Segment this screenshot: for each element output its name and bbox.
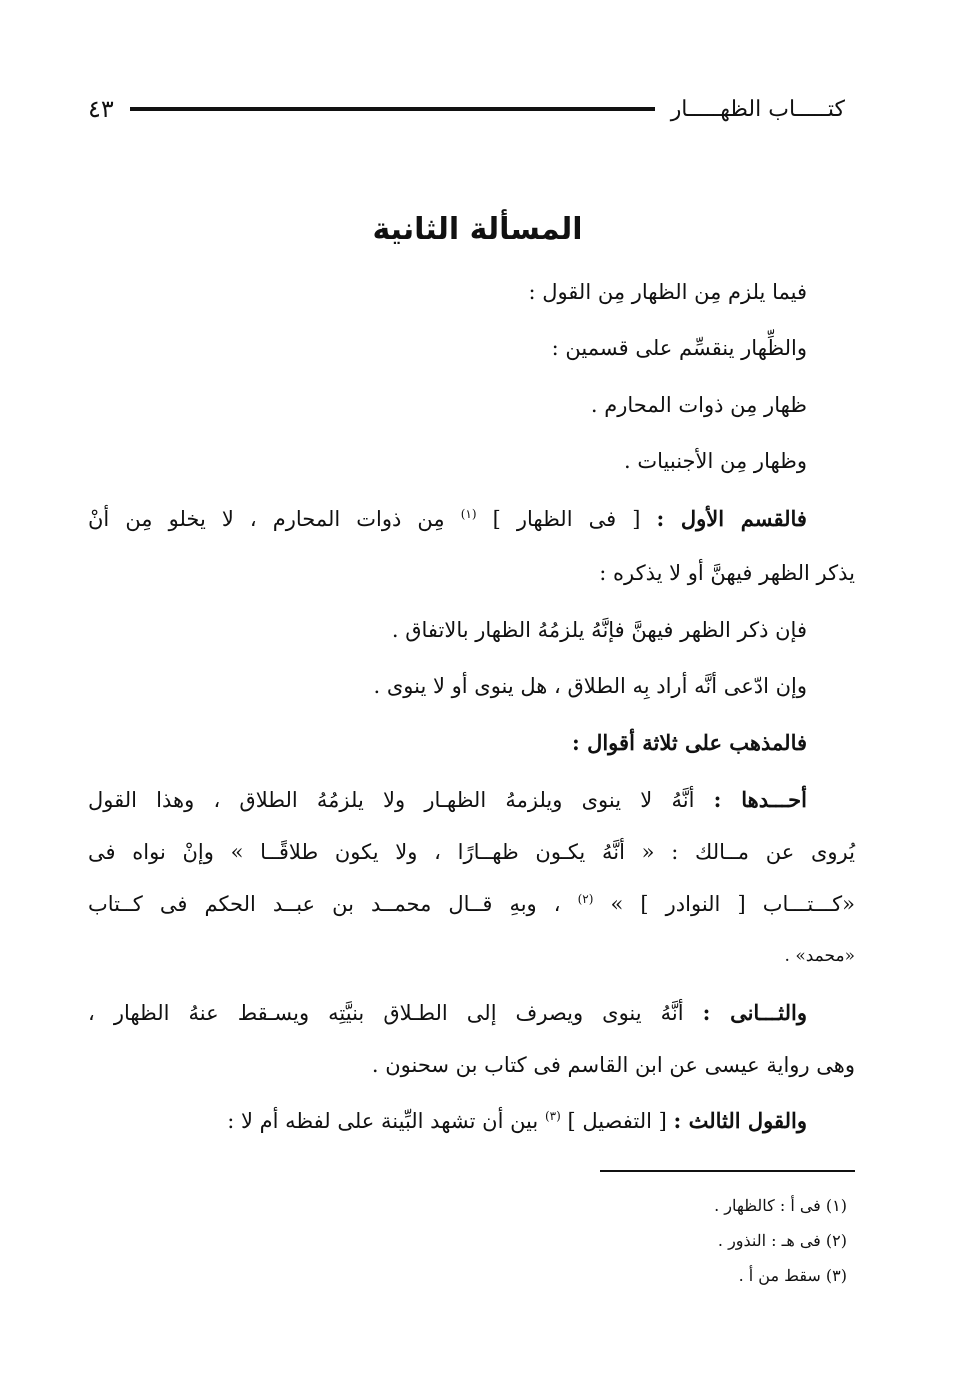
bracket-insert: [ فى الظهار ] bbox=[492, 507, 641, 531]
text-fragment: مِن ذوات المحارم ، لا يخلو مِن أنْ bbox=[88, 507, 445, 531]
text-line-15: وهى رواية عيسى عن ابن القاسم فى كتاب بن سحنون . bbox=[371, 1053, 855, 1077]
footnote-marker-2: (٢) bbox=[577, 892, 594, 906]
text-line-11: يُروى عن مــالك : « أنَّهُ يكـون ظهــارًا ، ولا يكون طلاقًــا » وإنْ نواه فى bbox=[88, 840, 855, 864]
text-fragment: بين أن تشهد البِّينة على لفظه أم لا : bbox=[227, 1109, 539, 1133]
footnote-3: (٣) سقط من أ . bbox=[738, 1266, 847, 1285]
text-line-8: وإن ادّعى أنَّه أراد بِه الطلاق ، هل ينوى أو لا ينوى . bbox=[373, 674, 807, 698]
footnote-2: (٢) فى هـ : النذور . bbox=[717, 1231, 847, 1250]
text-line-10 bbox=[88, 787, 807, 812]
text-line-14 bbox=[88, 1000, 807, 1025]
text-line-3: ظهار مِن ذوات المحارم . bbox=[590, 393, 807, 417]
footnote-marker-1: (١) bbox=[460, 507, 477, 521]
opinion-label-second: والثـــانى : bbox=[702, 1000, 807, 1025]
section-label-first: فالقسم الأول : bbox=[656, 506, 807, 531]
footnote-1: (١) فى أ : كالظهار . bbox=[714, 1196, 847, 1215]
text-line-7: فإن ذكر الظهر فيهنَّ فإنَّهُ يلزمُهُ الظهار بالاتفاق . bbox=[391, 618, 807, 642]
text-line-9: فالمذهب على ثلاثة أقوال : bbox=[572, 730, 807, 755]
text-fragment: أنَّهُ لا ينوى ويلزمهُ الظهـار ولا يلزمُهُ الطلاق ، وهذا القول bbox=[88, 788, 695, 812]
text-line-6: يذكر الظهر فيهنَّ أو لا يذكره : bbox=[599, 561, 855, 585]
bracket-insert: [ التفصيل ] bbox=[567, 1109, 667, 1133]
page-number: ٤٣ bbox=[88, 95, 114, 123]
opinion-label-first: أحـــدها : bbox=[713, 787, 807, 812]
header-rule bbox=[130, 107, 655, 111]
text-line-4: وظهار مِن الأجنبيات . bbox=[624, 449, 807, 473]
running-header bbox=[88, 92, 845, 126]
text-line-5 bbox=[88, 506, 807, 531]
text-line-2: والظِّهار ينقسِّم على قسمين : bbox=[551, 336, 807, 360]
text-fragment: ، وبهِ قــال محمــد بن عبــد الحكم فى كــتاب bbox=[88, 892, 561, 916]
text-fragment: أنَّهُ ينوى ويصرف إلى الطـلاق بنيَّتِه ويسـقط عنهُ الظهار ، bbox=[88, 1001, 684, 1025]
text-line-16 bbox=[227, 1108, 807, 1133]
text-line-13: «محمد» . bbox=[784, 946, 855, 966]
section-heading: المسألة الثانية bbox=[372, 212, 583, 247]
text-fragment: «كـــتـــاب [ النوادر ] » bbox=[610, 892, 855, 916]
text-line-12 bbox=[88, 892, 855, 916]
footnote-marker-3: (٣) bbox=[544, 1109, 561, 1123]
footnote-rule bbox=[600, 1170, 855, 1172]
opinion-label-third: والقول الثالث : bbox=[673, 1108, 807, 1133]
running-header-title: كتـــــاب الظهـــــار bbox=[670, 96, 845, 122]
text-line-1: فيما يلزم مِن الظهار مِن القول : bbox=[528, 280, 807, 304]
